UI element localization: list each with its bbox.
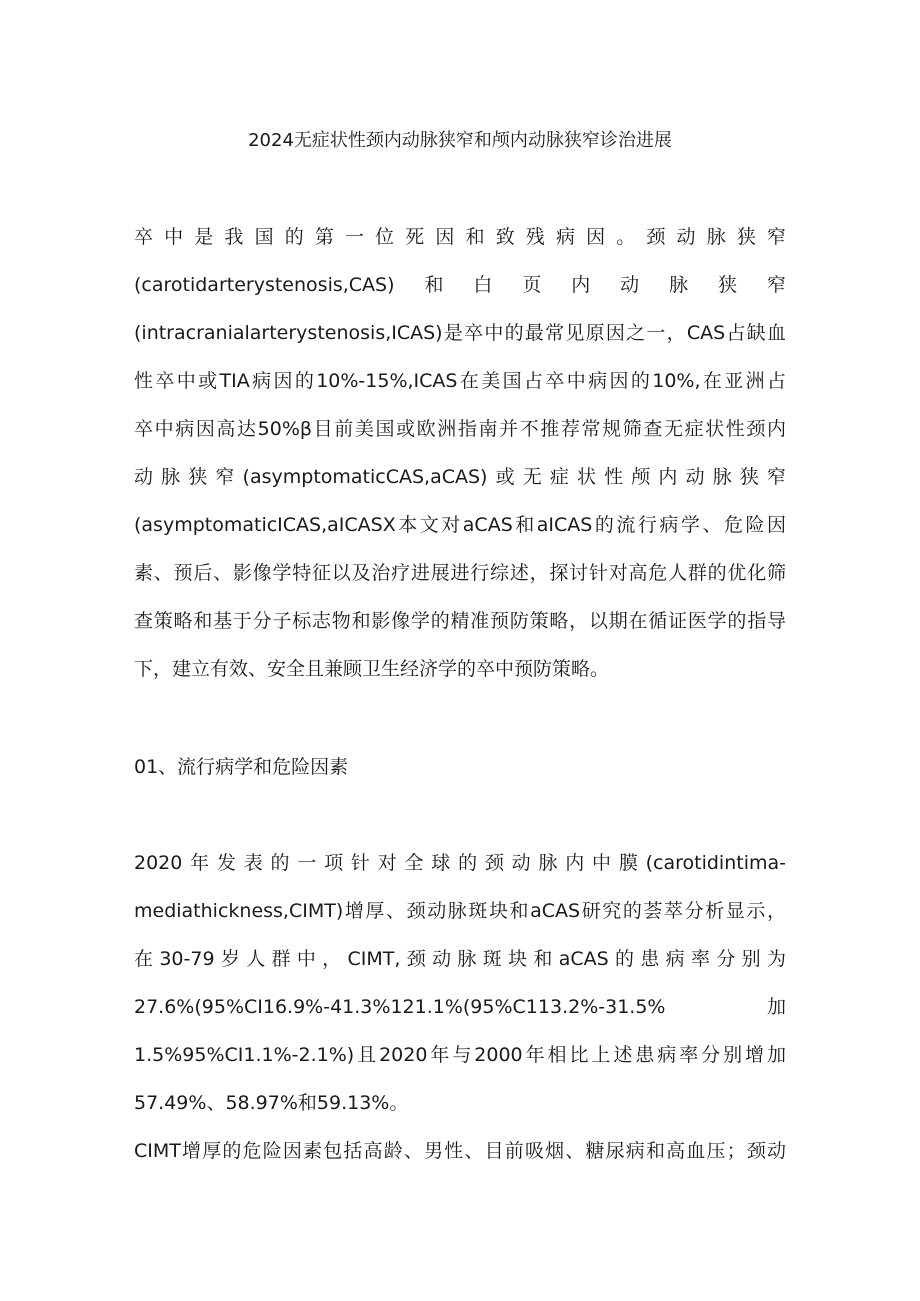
- intro-line: 卒中病因高达50%β目前美国或欧洲指南并不推荐常规筛查无症状性颈内: [134, 418, 786, 440]
- section-line: 27.6%(95%CI16.9%-41.3%121.1%(95%C113.2%-31.5%: [134, 996, 666, 1018]
- intro-line: 卒中是我国的第一位死因和致残病因。颈动脉狭窄: [134, 226, 786, 248]
- section-line-fragment: 加: [766, 996, 786, 1018]
- section-line: 1.5%95%CI1.1%-2.1%)且2020年与2000年相比上述患病率分别增加: [134, 1044, 786, 1066]
- section-line: mediathickness,CIMT)增厚、颈动脉斑块和aCAS研究的荟萃分析显示，: [134, 900, 786, 922]
- intro-line: 素、预后、影像学特征以及治疗进展进行综述，探讨针对高危人群的优化筛: [134, 562, 786, 584]
- intro-line: 查策略和基于分子标志物和影像学的精准预防策略，以期在循证医学的指导: [134, 610, 786, 632]
- section-line: 2020年发表的一项针对全球的颈动脉内中膜(carotidintima-: [134, 852, 786, 874]
- intro-line: 动脉狭窄(asymptomaticCAS,aCAS)或无症状性颅内动脉狭窄: [134, 466, 786, 488]
- document-title: 2024无症状性颈内动脉狭窄和颅内动脉狭窄诊治进展: [248, 130, 672, 151]
- section-line: 在30-79岁人群中，CIMT,颈动脉斑块和aCAS的患病率分别为: [134, 948, 786, 970]
- intro-line: (intracranialarterystenosis,ICAS)是卒中的最常见原因之一，CAS占缺血: [134, 322, 786, 344]
- section-line: CIMT增厚的危险因素包括高龄、男性、目前吸烟、糖尿病和高血压；颈动: [134, 1140, 786, 1162]
- intro-line: (asymptomaticICAS,aICASX本文对aCAS和aICAS的流行病学、危险因: [134, 514, 786, 536]
- section-line: 57.49%、58.97%和59.13%。: [134, 1092, 409, 1114]
- intro-line: 性卒中或TIA病因的10%-15%,ICAS在美国占卒中病因的10%,在亚洲占: [134, 370, 786, 392]
- section-heading: 01、流行病学和危险因素: [134, 756, 349, 778]
- intro-line: (carotidarterystenosis,CAS)和白页内动脉狭窄: [134, 274, 786, 296]
- intro-line: 下，建立有效、安全且兼顾卫生经济学的卒中预防策略。: [134, 658, 610, 680]
